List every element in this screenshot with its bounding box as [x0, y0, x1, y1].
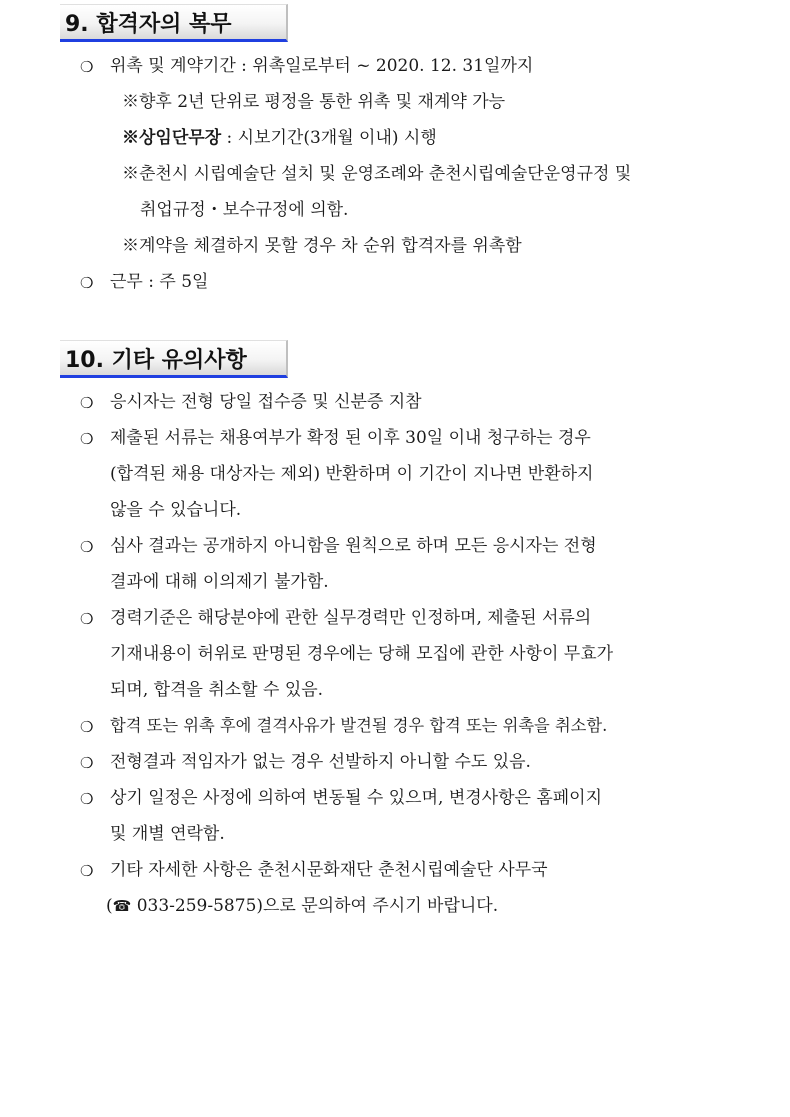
contact-text: 033-259-5875)으로 문의하여 주시기 바랍니다.	[131, 896, 499, 916]
list-item: 전형결과 적임자가 없는 경우 선발하지 아니할 수도 있음.	[110, 752, 531, 772]
note-reappointment: ※향후 2년 단위로 평정을 통한 위촉 및 재계약 가능	[122, 92, 506, 112]
circle-bullet-icon: ❍	[80, 274, 94, 292]
work-days-text: 근무 : 주 5일	[110, 272, 209, 292]
contact-open-paren: (	[106, 896, 113, 916]
list-item: 기타 자세한 사항은 춘천시문화재단 춘천시립예술단 사무국	[110, 860, 548, 880]
list-item: 경력기준은 해당분야에 관한 실무경력만 인정하며, 제출된 서류의	[110, 608, 592, 628]
note-mark: ※	[122, 128, 139, 148]
list-item: 기재내용이 허위로 판명된 경우에는 당해 모집에 관한 사항이 무효가	[110, 644, 614, 664]
section-10-title: 10. 기타 유의사항	[65, 347, 247, 373]
phone-icon: ☎	[112, 897, 132, 915]
note-probation-title: 상임단무장	[139, 128, 222, 148]
circle-bullet-icon: ❍	[80, 430, 94, 448]
section-9-header	[60, 4, 288, 42]
section-9-title: 9. 합격자의 복무	[65, 11, 232, 37]
circle-bullet-icon: ❍	[80, 862, 94, 880]
list-item: 상기 일정은 사정에 의하여 변동될 수 있으며, 변경사항은 홈페이지	[110, 788, 603, 808]
note-next-candidate: ※계약을 체결하지 못할 경우 차 순위 합격자를 위촉함	[122, 236, 522, 256]
note-regulations-line1: ※춘천시 시립예술단 설치 및 운영조례와 춘천시립예술단운영규정 및	[122, 164, 632, 184]
list-item: 심사 결과는 공개하지 아니함을 원칙으로 하며 모든 응시자는 전형	[110, 536, 597, 556]
list-item: 제출된 서류는 채용여부가 확정 된 이후 30일 이내 청구하는 경우	[110, 428, 591, 448]
note-probation	[122, 126, 437, 150]
list-item: 않을 수 있습니다.	[110, 500, 242, 520]
list-item: 합격 또는 위촉 후에 결격사유가 발견될 경우 합격 또는 위촉을 취소함.	[110, 716, 608, 735]
note-probation-text: : 시보기간(3개월 이내) 시행	[221, 128, 437, 148]
list-item: 결과에 대해 이의제기 불가함.	[110, 572, 329, 592]
list-item: 및 개별 연락함.	[110, 824, 225, 844]
circle-bullet-icon: ❍	[80, 58, 94, 76]
contract-period-text: 위촉 및 계약기간 : 위촉일로부터 ~ 2020. 12. 31일까지	[110, 56, 534, 76]
circle-bullet-icon: ❍	[80, 790, 94, 808]
list-item: (합격된 채용 대상자는 제외) 반환하며 이 기간이 지나면 반환하지	[110, 464, 594, 484]
circle-bullet-icon: ❍	[80, 610, 94, 628]
circle-bullet-icon: ❍	[80, 394, 94, 412]
list-item: 되며, 합격을 취소할 수 있음.	[110, 680, 324, 700]
note-regulations-line2: 취업규정・보수규정에 의함.	[140, 200, 349, 220]
section-10-header	[60, 340, 288, 378]
circle-bullet-icon: ❍	[80, 754, 94, 772]
circle-bullet-icon: ❍	[80, 718, 94, 736]
circle-bullet-icon: ❍	[80, 538, 94, 556]
list-item: 응시자는 전형 당일 접수증 및 신분증 지참	[110, 392, 422, 412]
contact-line	[106, 894, 498, 918]
